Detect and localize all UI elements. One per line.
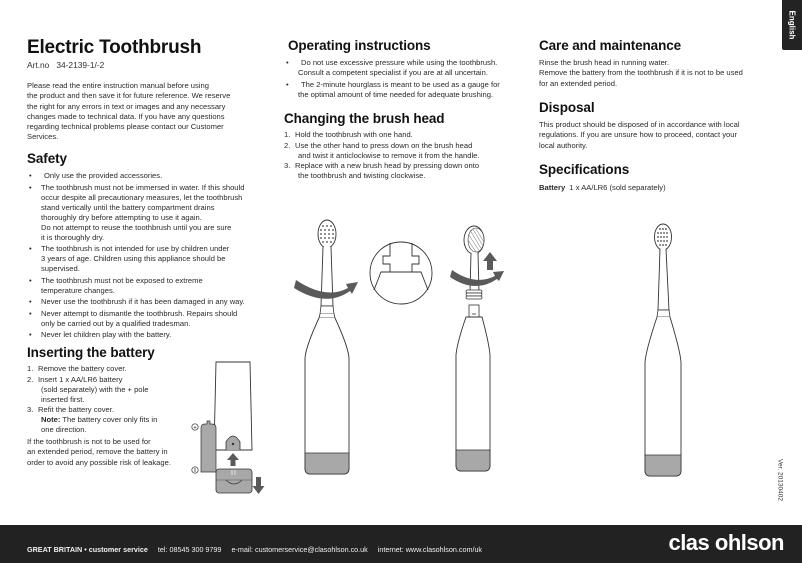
language-tab-label: English [787, 10, 797, 40]
list-item: • Never let children play with the battery. [27, 330, 272, 340]
battery-steps [27, 364, 187, 436]
arrow-up-icon [483, 252, 497, 270]
list-item: • Never use the toothbrush if it has been damaged in any way. [27, 297, 272, 307]
list-item: • The 2-minute hourglass is meant to be used as a gauge for the optimal amount of time needed for adequate brushing. [284, 80, 524, 100]
language-tab [782, 0, 802, 50]
footer-email[interactable]: e-mail: customerservice@clasohlson.co.uk [231, 545, 368, 554]
brush-head-heading: Changing the brush head [284, 111, 445, 126]
care-text: Rinse the brush head in running water. Remove the battery from the toothbrush if it is not to be used for an extended period. [539, 58, 743, 88]
list-item: • The toothbrush must not be immersed in water. If this should occur despite all precautionary measures, let the toothbrush stand vertically until the battery compartment drains thoroughly dry before attempting to use it again. Do not attempt to reuse the toothbrush until you are sure it is thoroughly dry. [27, 183, 272, 243]
specs-heading: Specifications [539, 162, 630, 177]
footer [0, 525, 802, 563]
list-item: 2. Use the other hand to press down on the brush head and twist it anticlockwise to remove it from the handle. [284, 140, 480, 160]
brush-head-steps [284, 130, 524, 182]
battery-illustration [188, 362, 278, 497]
arrow-up-icon [227, 453, 239, 466]
battery-icon [201, 421, 216, 472]
battery-cover [216, 469, 252, 493]
list-item: • The toothbrush must not be exposed to extreme temperature changes. [27, 276, 272, 296]
specs-battery-label: Battery [539, 183, 566, 192]
list-item: 2. Insert 1 x AA/LR6 battery (sold separately) with the + pole inserted first. [27, 374, 149, 404]
toothbrush-full-illustration [640, 222, 690, 492]
disposal-text: This product should be disposed of in accordance with local regulations. If you are unsure how to proceed, contact your local authority. [539, 120, 740, 150]
footer-contact [27, 545, 482, 554]
intro-text: Please read the entire instruction manual before using the product and then save it for future reference. We reserve the right for any errors in text or images and any necessary changes made to technical data. If you have any questions regarding technical problems please contact our Customer Services. [27, 81, 231, 142]
operating-list [284, 58, 524, 101]
list-item: 3. Replace with a new brush head by pressing down onto the toothbrush and twisting clockwise. [284, 161, 480, 180]
connector-detail-illustration [368, 240, 434, 306]
list-item: 1. Remove the battery cover. [27, 364, 127, 373]
footer-phone[interactable]: tel: 08545 300 9799 [157, 545, 222, 554]
toothbrush-head-removed-illustration [445, 218, 520, 488]
list-item: • Do not use excessive pressure while using the toothbrush. Consult a competent specialist if you are at all uncertain. [284, 58, 524, 78]
operating-heading: Operating instructions [288, 38, 431, 53]
battery-heading: Inserting the battery [27, 345, 155, 360]
version-label: Ver. 20130402 [776, 459, 784, 501]
list-item: • The toothbrush is not intended for use by children under 3 years of age. Children using this appliance should be supervised. [27, 244, 272, 274]
footer-region: GREAT BRITAIN • customer service [27, 545, 148, 554]
safety-heading: Safety [27, 151, 67, 166]
specs-battery [539, 183, 666, 193]
footer-website[interactable]: internet: www.clasohlson.com/uk [377, 545, 483, 554]
safety-list [27, 171, 272, 342]
page-title: Electric Toothbrush [27, 37, 202, 58]
specs-battery-value: 1 x AA/LR6 (sold separately) [565, 183, 666, 192]
list-item: • Never attempt to dismantle the toothbrush. Repairs should only be carried out by a qualified tradesman. [27, 309, 272, 329]
svg-text:+: + [193, 425, 197, 432]
list-item: • Only use the provided accessories. [27, 171, 272, 181]
brand-logo: clas ohlson [668, 530, 784, 555]
article-number: Art.no 34-2139-1/-2 [27, 60, 105, 70]
list-item: 3. Refit the battery cover. Note: The battery cover only fits in one direction. [27, 405, 158, 434]
arrow-down-icon [253, 477, 265, 494]
care-heading: Care and maintenance [539, 38, 682, 53]
toothbrush-twist-illustration [290, 218, 360, 488]
note-label: Note: [41, 415, 61, 424]
list-item: 1. Hold the toothbrush with one hand. [284, 130, 413, 139]
disposal-heading: Disposal [539, 100, 595, 115]
battery-storage-text: If the toothbrush is not to be used for an extended period, remove the battery in order to avoid any possible risk of leakage. [27, 437, 171, 467]
